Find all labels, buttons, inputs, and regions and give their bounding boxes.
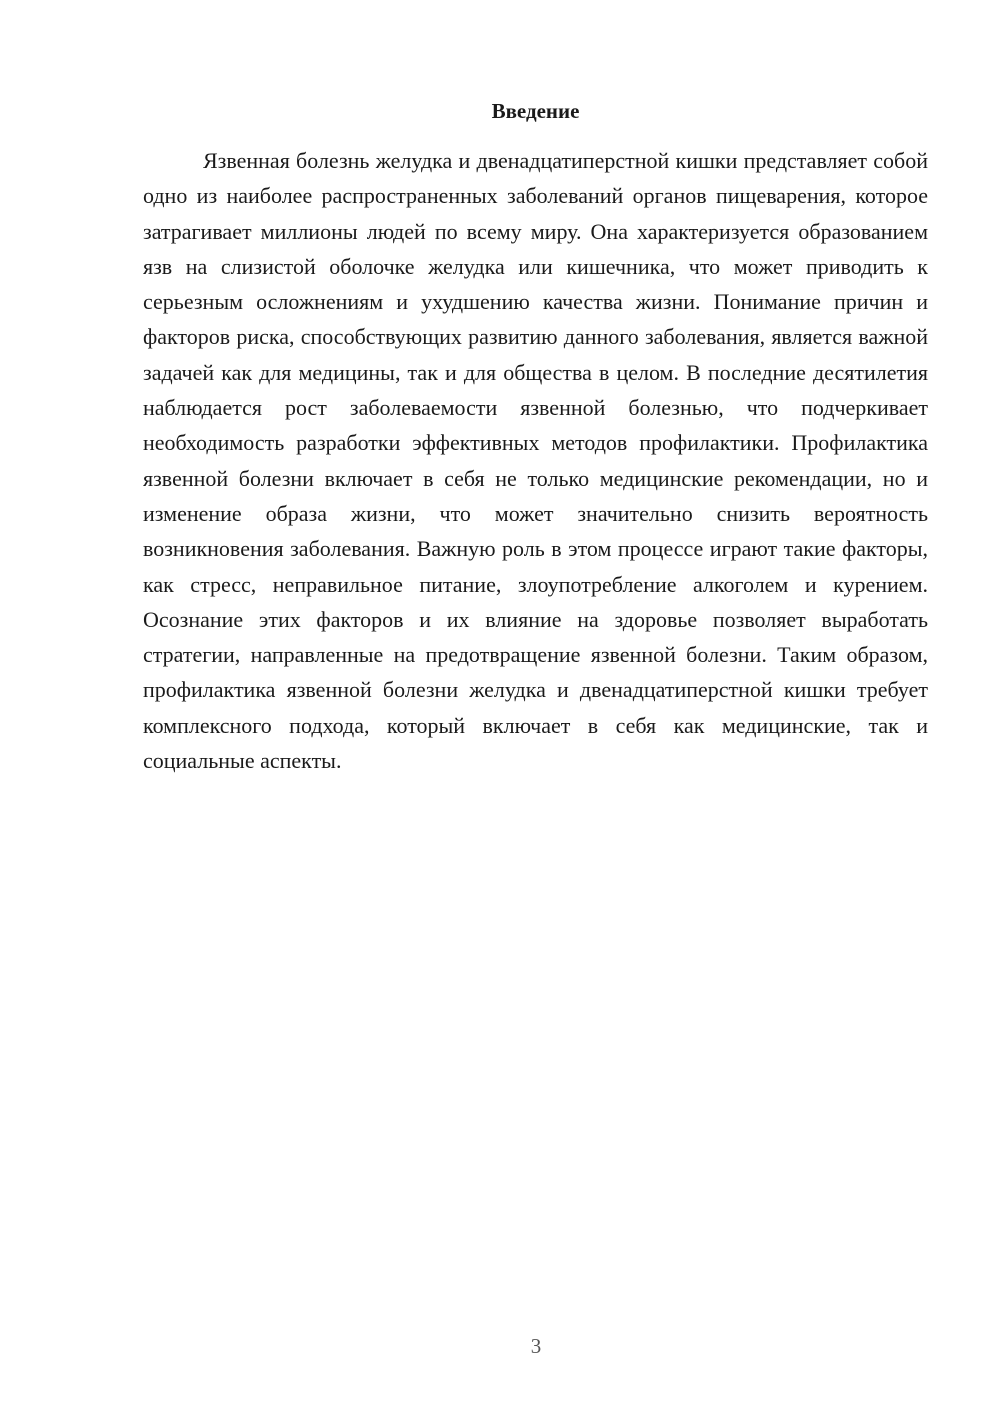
- section-heading: Введение: [491, 99, 580, 123]
- page-number: 3: [530, 1334, 542, 1358]
- body-paragraph: Язвенная болезнь желудка и двенадцатиперстной кишки представляет собой одно из наиболее распространенных заболеваний органов пищеварения, которое затрагивает миллионы людей по всему миру. Она характеризуется образованием язв на слизистой оболочке желудка или кишечника, что может приводить к серьезным осложнениям и ухудшению качества жизни. Понимание причин и факторов риска, способствующих развитию данного заболевания, является важной задачей как для медицины, так и для общества в целом. В последние десятилетия наблюдается рост заболеваемости язвенной болезнью, что подчеркивает необходимость разработки эффективных методов профилактики. Профилактика язвенной болезни включает в себя не только медицинские рекомендации, но и изменение образа жизни, что может значительно снизить вероятность возникновения заболевания. Важную роль в этом процессе играют такие факторы, как стресс, неправильное питание, злоупотребление алкоголем и курением. Осознание этих факторов и их влияние на здоровье позволяет выработать стратегии, направленные на предотвращение язвенной болезни. Таким образом, профилактика язвенной болезни желудка и двенадцатиперстной кишки требует комплексного подхода, который включает в себя как медицинские, так и социальные аспекты.: [143, 148, 928, 774]
